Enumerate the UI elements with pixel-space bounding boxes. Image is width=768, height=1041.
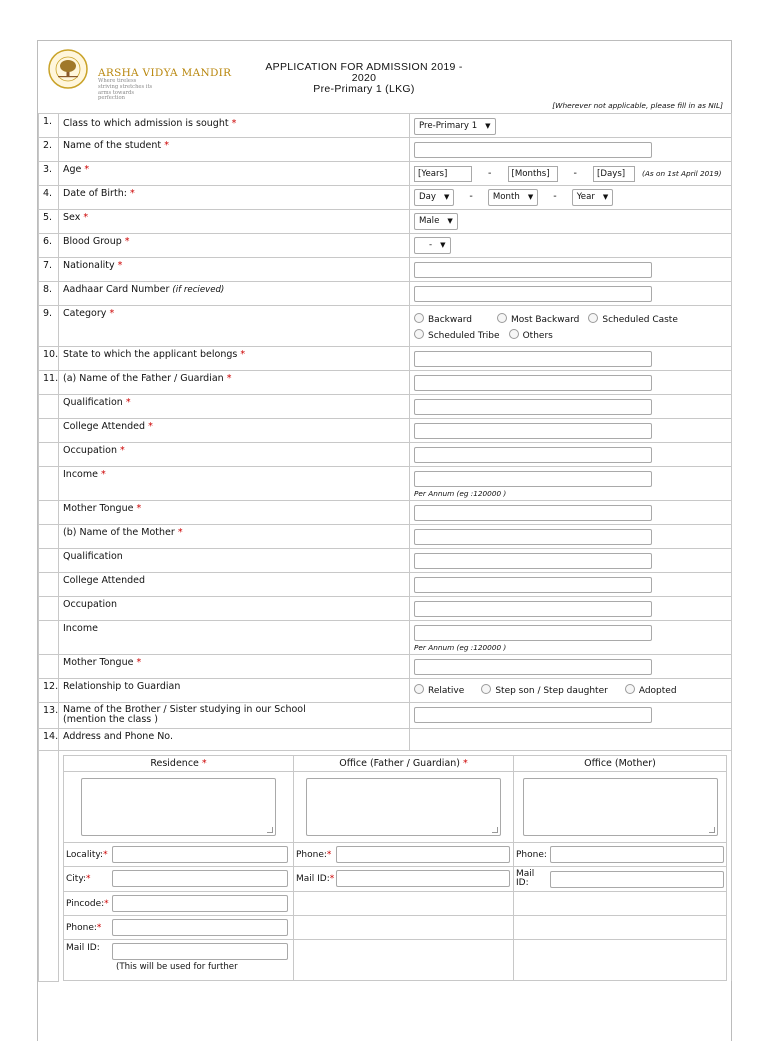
row-class bbox=[39, 114, 732, 138]
residence-title: Residence bbox=[150, 758, 199, 769]
address-header-row bbox=[64, 756, 727, 772]
mother-qualification-input[interactable] bbox=[414, 553, 652, 569]
address-row-3 bbox=[64, 892, 727, 916]
residence-mail-label: Mail ID: bbox=[66, 943, 100, 953]
required-marker: * bbox=[104, 898, 109, 909]
row-number: 1. bbox=[39, 114, 59, 138]
category-backward-radio[interactable] bbox=[414, 313, 424, 323]
mother-income-label: Income bbox=[63, 623, 98, 634]
sibling-label-note: (mention the class ) bbox=[63, 714, 158, 725]
address-row-2 bbox=[64, 867, 727, 892]
relationship-option-label: Step son / Step daughter bbox=[495, 686, 608, 696]
mail-usage-note: (This will be used for further bbox=[116, 962, 238, 972]
dob-label: Date of Birth: bbox=[63, 188, 127, 199]
blood-group-value: - bbox=[429, 240, 433, 250]
row-address-block bbox=[39, 751, 732, 982]
relationship-step-radio[interactable] bbox=[481, 684, 491, 694]
required-marker: * bbox=[120, 445, 125, 456]
father-college-label: College Attended bbox=[63, 421, 146, 432]
pincode-label-text: Pincode: bbox=[66, 898, 105, 909]
aadhaar-input[interactable] bbox=[414, 286, 652, 302]
row-mother-income bbox=[39, 621, 732, 655]
office-mother-title: Office (Mother) bbox=[584, 758, 656, 769]
father-phone-label-text: Phone: bbox=[296, 849, 327, 860]
class-label: Class to which admission is sought bbox=[63, 118, 229, 129]
row-address-heading bbox=[39, 729, 732, 751]
row-father-income bbox=[39, 467, 732, 501]
required-marker: * bbox=[164, 140, 169, 151]
form-title-line1: APPLICATION FOR ADMISSION 2019 - 2020 bbox=[265, 61, 463, 84]
father-tongue-input[interactable] bbox=[414, 505, 652, 521]
row-mother-occupation bbox=[39, 597, 732, 621]
residence-header bbox=[64, 756, 294, 772]
class-select-value: Pre-Primary 1 bbox=[419, 121, 478, 131]
chevron-down-icon: ▼ bbox=[447, 217, 453, 225]
relationship-adopted-radio[interactable] bbox=[625, 684, 635, 694]
age-hint: (As on 1st April 2019) bbox=[642, 169, 722, 178]
category-option-label: Others bbox=[522, 331, 553, 341]
required-marker: * bbox=[136, 503, 142, 514]
age-months-input[interactable]: [Months] bbox=[508, 166, 558, 182]
separator: - bbox=[573, 168, 577, 179]
mother-mail-label-line1: Mail bbox=[516, 869, 535, 879]
age-days-input[interactable]: [Days] bbox=[593, 166, 635, 182]
row-number: 5. bbox=[39, 210, 59, 234]
city-input[interactable] bbox=[112, 870, 288, 887]
chevron-down-icon: ▼ bbox=[440, 241, 446, 249]
father-mail-label-text: Mail ID: bbox=[296, 873, 330, 884]
father-phone-label bbox=[296, 850, 336, 860]
separator: - bbox=[469, 191, 473, 202]
row-mother-tongue bbox=[39, 655, 732, 679]
blood-group-select[interactable] bbox=[414, 237, 451, 254]
required-marker: * bbox=[117, 260, 123, 271]
sex-select-value: Male bbox=[419, 216, 440, 226]
nationality-label: Nationality bbox=[63, 260, 115, 271]
age-years-input[interactable]: [Years] bbox=[414, 166, 472, 182]
relationship-option-label: Relative bbox=[428, 686, 465, 696]
office-father-address-textarea[interactable] bbox=[306, 778, 501, 836]
row-sibling bbox=[39, 703, 732, 729]
required-marker: * bbox=[226, 373, 232, 384]
father-name-input[interactable] bbox=[414, 375, 652, 391]
row-number: 3. bbox=[39, 162, 59, 186]
residence-phone-label bbox=[66, 923, 112, 933]
mother-occupation-input[interactable] bbox=[414, 601, 652, 617]
brand-name: ARSHA VIDYA MANDIR bbox=[98, 67, 232, 79]
state-input[interactable] bbox=[414, 351, 652, 367]
required-marker: * bbox=[86, 873, 91, 884]
city-label bbox=[66, 874, 112, 884]
required-marker: * bbox=[125, 397, 131, 408]
mother-tongue-input[interactable] bbox=[414, 659, 652, 675]
aadhaar-label: Aadhaar Card Number bbox=[63, 284, 170, 295]
office-father-title: Office (Father / Guardian) bbox=[339, 758, 460, 769]
father-occupation-input[interactable] bbox=[414, 447, 652, 463]
address-label: Address and Phone No. bbox=[63, 731, 173, 742]
required-marker: * bbox=[129, 188, 135, 199]
chevron-down-icon: ▼ bbox=[602, 193, 609, 201]
required-marker: * bbox=[84, 164, 90, 175]
category-option-label: Backward bbox=[428, 315, 472, 325]
row-number: 6. bbox=[39, 234, 59, 258]
form-title bbox=[264, 62, 464, 95]
chevron-down-icon: ▼ bbox=[443, 193, 450, 201]
category-label: Category bbox=[63, 308, 107, 319]
relationship-label: Relationship to Guardian bbox=[63, 681, 181, 692]
mother-college-label: College Attended bbox=[63, 575, 146, 586]
category-option-label: Scheduled Caste bbox=[602, 315, 678, 325]
form-title-line2: Pre-Primary 1 (LKG) bbox=[313, 83, 415, 95]
required-marker: * bbox=[201, 758, 207, 769]
pincode-input[interactable] bbox=[112, 895, 288, 912]
address-table bbox=[63, 755, 727, 981]
required-marker: * bbox=[136, 657, 142, 668]
city-label-text: City: bbox=[66, 873, 87, 884]
father-income-hint: Per Annum (eg :120000 ) bbox=[414, 489, 507, 498]
row-number: 4. bbox=[39, 186, 59, 210]
mother-income-input[interactable] bbox=[414, 625, 652, 641]
mother-mail-label-line2: ID: bbox=[516, 878, 529, 888]
dob-month-value: Month bbox=[492, 192, 520, 202]
nil-note: [Wherever not applicable, please fill in as NIL] bbox=[552, 101, 723, 110]
row-sex bbox=[39, 210, 732, 234]
required-marker: * bbox=[177, 527, 183, 538]
required-marker: * bbox=[124, 236, 130, 247]
separator: - bbox=[488, 168, 492, 179]
required-marker: * bbox=[103, 849, 108, 860]
mother-tongue-label: Mother Tongue bbox=[63, 657, 134, 668]
row-number: 8. bbox=[39, 282, 59, 306]
office-mother-address-textarea[interactable] bbox=[523, 778, 718, 836]
row-number: 7. bbox=[39, 258, 59, 282]
category-others-radio[interactable] bbox=[509, 329, 519, 339]
relationship-relative-radio[interactable] bbox=[414, 684, 424, 694]
residence-phone-label-text: Phone: bbox=[66, 922, 97, 933]
chevron-down-icon: ▼ bbox=[485, 122, 491, 130]
residence-address-textarea[interactable] bbox=[81, 778, 276, 836]
father-qualification-label: Qualification bbox=[63, 397, 123, 408]
required-marker: * bbox=[109, 308, 115, 319]
mother-office-phone-input[interactable] bbox=[550, 846, 724, 863]
student-name-input[interactable] bbox=[414, 142, 652, 158]
mother-occupation-label: Occupation bbox=[63, 599, 117, 610]
row-father-name bbox=[39, 371, 732, 395]
row-father-tongue bbox=[39, 501, 732, 525]
row-category bbox=[39, 306, 732, 347]
sex-select[interactable] bbox=[414, 213, 458, 230]
category-most-backward-radio[interactable] bbox=[497, 313, 507, 323]
pincode-label bbox=[66, 899, 112, 909]
required-marker: * bbox=[231, 118, 237, 129]
mother-office-mail-input[interactable] bbox=[550, 871, 724, 888]
required-marker: * bbox=[463, 758, 468, 769]
required-marker: * bbox=[148, 421, 153, 432]
father-income-label: Income bbox=[63, 469, 98, 480]
row-state bbox=[39, 347, 732, 371]
state-label: State to which the applicant belongs bbox=[63, 349, 238, 360]
mother-name-input[interactable] bbox=[414, 529, 652, 545]
mother-college-input[interactable] bbox=[414, 577, 652, 593]
required-marker: * bbox=[329, 873, 335, 884]
row-number: 9. bbox=[39, 306, 59, 347]
brand-tagline: Where tireless striving stretches its arms towards perfection bbox=[98, 78, 153, 102]
required-marker: * bbox=[101, 469, 106, 480]
row-aadhaar bbox=[39, 282, 732, 306]
mother-mail-label bbox=[516, 870, 550, 888]
mother-phone-label: Phone: bbox=[516, 849, 547, 860]
category-sc-radio[interactable] bbox=[588, 313, 598, 323]
address-textarea-row bbox=[64, 772, 727, 843]
nationality-input[interactable] bbox=[414, 262, 652, 278]
address-row-4 bbox=[64, 916, 727, 940]
locality-label-text: Locality: bbox=[66, 849, 104, 860]
row-number: 14. bbox=[39, 729, 59, 751]
row-father-qualification bbox=[39, 395, 732, 419]
dob-day-select[interactable] bbox=[414, 189, 454, 206]
row-dob bbox=[39, 186, 732, 210]
age-label: Age bbox=[63, 164, 82, 175]
required-marker: * bbox=[83, 212, 89, 223]
row-father-occupation bbox=[39, 443, 732, 467]
dob-year-value: Year bbox=[576, 192, 595, 202]
blood-group-label: Blood Group bbox=[63, 236, 122, 247]
father-occupation-label: Occupation bbox=[63, 445, 117, 456]
mother-qualification-label: Qualification bbox=[63, 551, 123, 562]
row-mother-college bbox=[39, 573, 732, 597]
office-father-header bbox=[294, 756, 514, 772]
required-marker: * bbox=[240, 349, 246, 360]
residence-phone-input[interactable] bbox=[112, 919, 288, 936]
application-form bbox=[37, 40, 732, 1041]
row-mother-qualification bbox=[39, 549, 732, 573]
row-number: 2. bbox=[39, 138, 59, 162]
locality-input[interactable] bbox=[112, 846, 288, 863]
row-age bbox=[39, 162, 732, 186]
row-number: 11. bbox=[39, 371, 59, 395]
father-office-phone-input[interactable] bbox=[336, 846, 510, 863]
address-row-5 bbox=[64, 940, 727, 981]
category-option-label: Scheduled Tribe bbox=[428, 331, 500, 341]
locality-label bbox=[66, 850, 112, 860]
row-father-college bbox=[39, 419, 732, 443]
row-blood-group bbox=[39, 234, 732, 258]
row-number: 10. bbox=[39, 347, 59, 371]
father-college-input[interactable] bbox=[414, 423, 652, 439]
mother-name-label: (b) Name of the Mother bbox=[63, 527, 175, 538]
required-marker: * bbox=[96, 922, 102, 933]
office-mother-header bbox=[514, 756, 727, 772]
relationship-option-label: Adopted bbox=[638, 686, 677, 696]
sibling-input[interactable] bbox=[414, 707, 652, 723]
row-nationality bbox=[39, 258, 732, 282]
dob-month-select[interactable] bbox=[488, 189, 538, 206]
school-logo bbox=[48, 49, 88, 89]
dob-year-select[interactable] bbox=[572, 189, 614, 206]
father-mail-label bbox=[296, 874, 336, 884]
address-row-1 bbox=[64, 843, 727, 867]
category-option-label: Most Backward bbox=[511, 315, 580, 325]
sex-label: Sex bbox=[63, 212, 81, 223]
student-name-label: Name of the student bbox=[63, 140, 162, 151]
father-tongue-label: Mother Tongue bbox=[63, 503, 134, 514]
father-qualification-input[interactable] bbox=[414, 399, 652, 415]
row-number: 12. bbox=[39, 679, 59, 703]
category-st-radio[interactable] bbox=[414, 329, 424, 339]
aadhaar-hint: (if recieved) bbox=[172, 285, 225, 295]
row-student-name bbox=[39, 138, 732, 162]
father-income-input[interactable] bbox=[414, 471, 652, 487]
class-select[interactable] bbox=[414, 118, 496, 135]
mother-income-hint: Per Annum (eg :120000 ) bbox=[414, 643, 507, 652]
form-table bbox=[38, 113, 732, 982]
father-name-label: (a) Name of the Father / Guardian bbox=[63, 373, 224, 384]
row-relationship bbox=[39, 679, 732, 703]
chevron-down-icon: ▼ bbox=[527, 193, 534, 201]
father-office-mail-input[interactable] bbox=[336, 870, 510, 887]
row-mother-name bbox=[39, 525, 732, 549]
dob-day-value: Day bbox=[419, 192, 436, 202]
separator: - bbox=[553, 191, 557, 202]
row-number: 13. bbox=[39, 703, 59, 729]
residence-mail-input[interactable] bbox=[112, 943, 288, 960]
sibling-label: Name of the Brother / Sister studying in our School bbox=[63, 704, 306, 715]
required-marker: * bbox=[326, 849, 332, 860]
